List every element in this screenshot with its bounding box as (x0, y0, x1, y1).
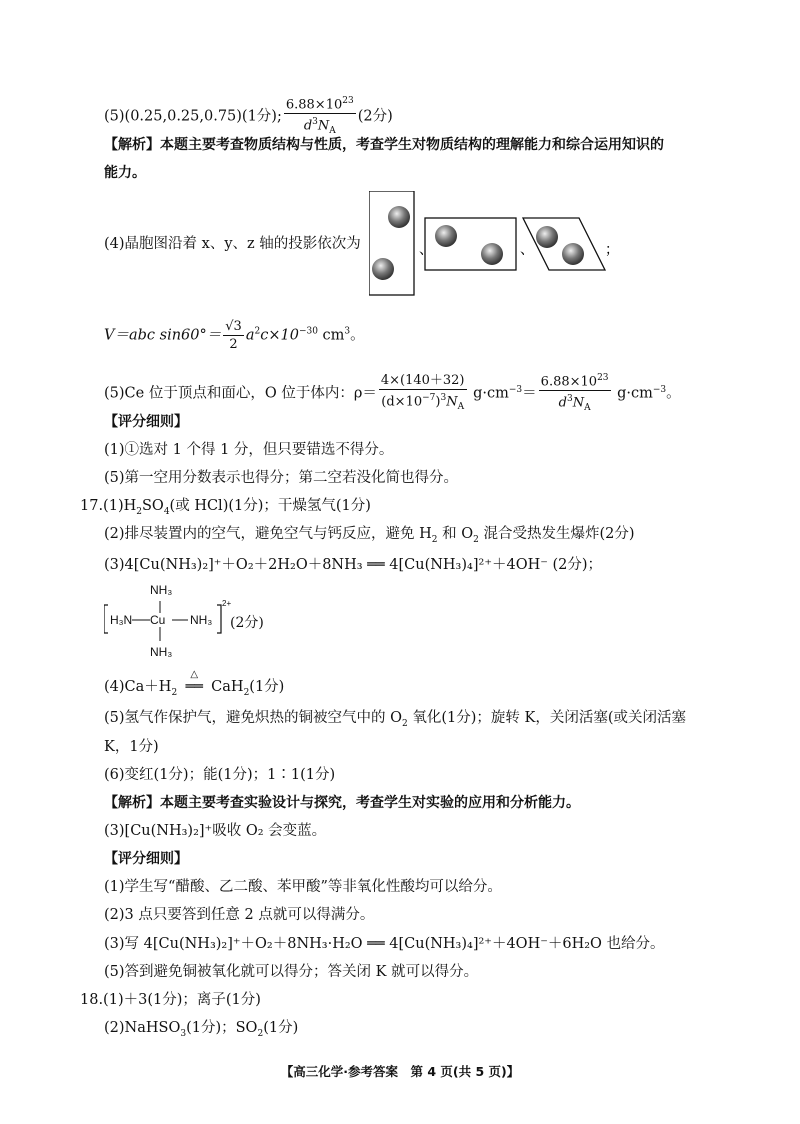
separator: 、 (419, 242, 433, 258)
density-formula: (5)Ce 位于顶点和面心，O 位于体内：ρ＝ $\frac{4\times(140+32)}{(d\times 10^{-7})^3N_A}$ $g\cdot cm^{-3}=$ $\frac{6.88\times 10^{23}}{d^3N_A}$ $g\cdot cm^{-3}$。 (104, 370, 681, 417)
charge: 2+ (222, 599, 232, 608)
fraction: $\frac{6.88\times 10^{23}}{d^3N_A}$ (539, 370, 611, 417)
answer-18-1: 18.(1)＋3(1分)；离子(1分) (80, 992, 261, 1008)
semicolon: ； (605, 242, 619, 258)
ligand-top: NH₃ (150, 583, 173, 597)
ligand-right: NH₃ (190, 613, 213, 627)
projection-x (369, 191, 414, 295)
scoring-line: (5)第一空用分数表示也得分；第二空若没化简也得分。 (104, 470, 459, 486)
analysis-line: (3)[Cu(NH₃)₂]⁺吸收 O₂ 会变蓝。 (104, 823, 327, 839)
fraction: $\frac{√3}{2}$ (225, 319, 242, 352)
unit-cell-projections (369, 191, 619, 301)
score: (2分) (230, 615, 264, 631)
scoring-line: (2)3 点只要答到任意 2 点就可以得满分。 (104, 907, 375, 923)
scoring-line: (3)写 4[Cu(NH₃)₂]⁺＋O₂＋8NH₃·H₂O ══ 4[Cu(NH₃)₄]²⁺＋4OH⁻＋6H₂O 也给分。 (104, 936, 665, 952)
projection-text: (4)晶胞图沿着 x、y、z 轴的投影依次为 (104, 236, 361, 252)
answer-17-6: (6)变红(1分)；能(1分)；1∶1(1分) (104, 767, 336, 783)
projection-y (425, 218, 516, 270)
answer-18-2: (2)NaHSO$_3$(1分)；$SO_2(1$分) (104, 1020, 299, 1039)
scoring-line: (5)答到避免铜被氧化就可以得分；答关闭 K 就可以得分。 (104, 964, 479, 980)
scoring-heading: 【评分细则】 (104, 414, 188, 430)
fraction: $\frac{6.88\times 10^{23}}{d^3N_A}$ (284, 93, 356, 140)
answer-17-5: (5)氢气作保护气，避免炽热的铜被空气中的 $O_2$ 氧化(1分)；旋转 K，关闭活塞(或关闭活塞 (104, 710, 687, 729)
answer-17-1: $17.(1)H_2SO_4$(或 HCl)(1分)；干燥氢气(1分) (80, 498, 371, 517)
complex-ion-structure (104, 583, 304, 663)
answer-17-3: (3)4[Cu(NH₃)₂]⁺＋O₂＋2H₂O＋8NH₃ ══ 4[Cu(NH₃)₄]²⁺＋4OH⁻ (2分)； (104, 557, 603, 573)
analysis-text: 能力。 (104, 165, 146, 181)
answer-17-5-cont: K，1分) (104, 739, 159, 755)
projection-z (523, 218, 605, 270)
answer-17-4: $(4)Ca+H_2$ △ ══ CaH$_2$(1分) (104, 669, 285, 698)
scoring-line: (1)①选对 1 个得 1 分，但只要错选不得分。 (104, 442, 394, 458)
page-footer: 【高三化学·参考答案 第 4 页(共 5 页)】 (280, 1064, 520, 1079)
answer-17-2: (2)排尽装置内的空气，避免空气与钙反应，避免 $H_2$ 和 $O_2$ 混合受热发生爆炸(2分) (104, 526, 635, 545)
fraction: $\frac{4\times(140+32)}{(d\times 10^{-7})^3N_A}$ (380, 372, 465, 412)
central-atom: Cu (150, 613, 166, 627)
ligand-left: H₃N (110, 613, 133, 627)
volume-formula: V＝abc sin60°＝ $\frac{√3}{2}$ $a^2c\times 10^{-30}$ $cm^3$。 (104, 319, 365, 352)
ligand-bottom: NH₃ (150, 645, 173, 659)
analysis-heading-16: 【解析】本题主要考查物质结构与性质，考查学生对物质结构的理解能力和综合运用知识的 (104, 137, 664, 153)
analysis-heading-17: 【解析】本题主要考查实验设计与探究，考查学生对实验的应用和分析能力。 (104, 795, 580, 811)
separator: 、 (520, 242, 534, 258)
answer-16-5: (5)(0.25,0.25,0.75)(1分); $\frac{6.88\times 10^{23}}{d^3N_A}$ (2分) (104, 93, 393, 140)
scoring-line: (1)学生写“醋酸、乙二酸、苯甲酸”等非氧化性酸均可以给分。 (104, 879, 502, 895)
scoring-heading: 【评分细则】 (104, 851, 188, 867)
